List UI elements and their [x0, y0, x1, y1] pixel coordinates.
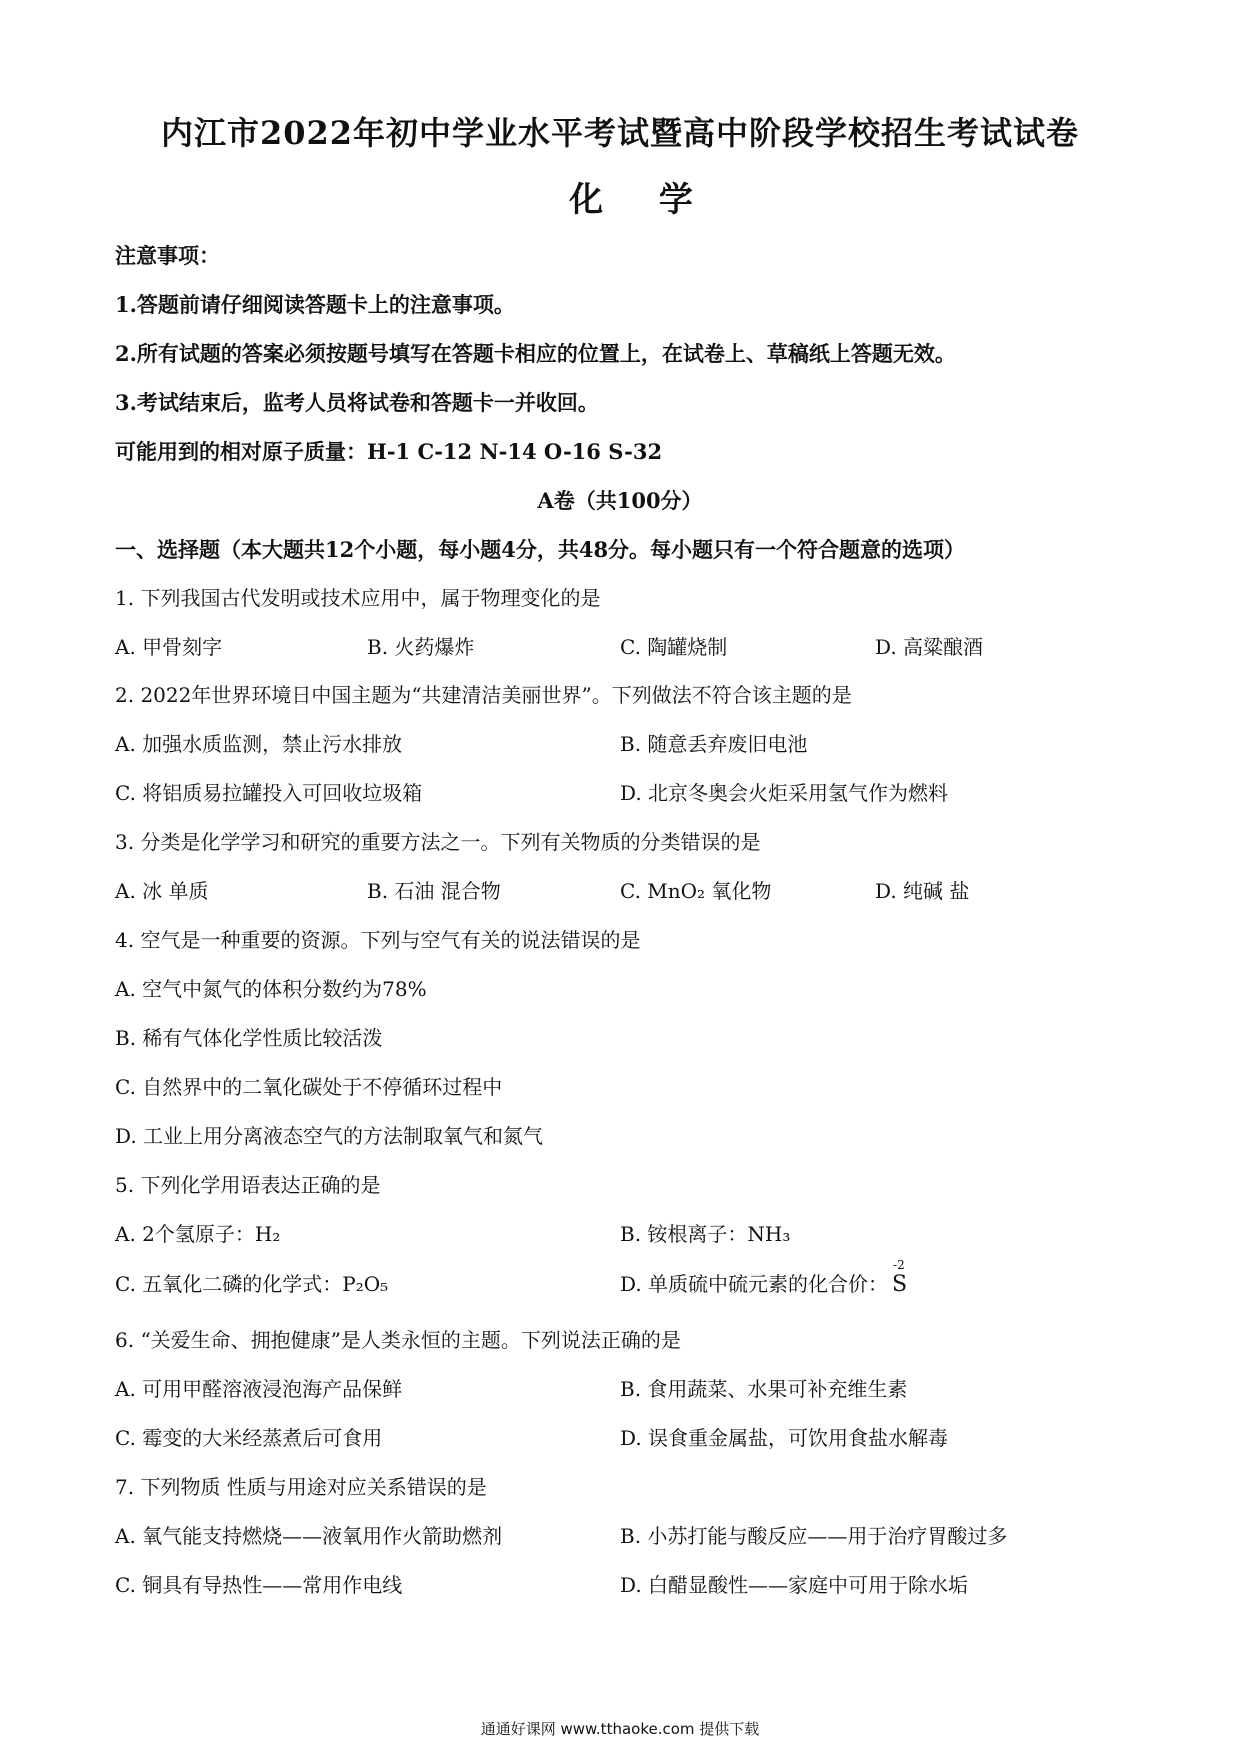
- option: A. 加强水质监测，禁止污水排放: [115, 732, 403, 756]
- option-with-valence: [620, 1258, 908, 1297]
- option: B. 随意丢弃废旧电池: [620, 732, 808, 756]
- option: B. 火药爆炸: [367, 635, 475, 659]
- option: C. 五氧化二磷的化学式：P₂O₅: [115, 1272, 389, 1296]
- question-stem: 4. 空气是一种重要的资源。下列与空气有关的说法错误的是: [115, 928, 641, 952]
- option: B. 小苏打能与酸反应——用于治疗胃酸过多: [620, 1524, 1008, 1548]
- option: C. MnO₂ 氧化物: [620, 879, 772, 903]
- question-stem: 3. 分类是化学学习和研究的重要方法之一。下列有关物质的分类错误的是: [115, 830, 761, 854]
- option: B. 石油 混合物: [367, 879, 501, 903]
- section-heading: 一、选择题（本大题共12个小题，每小题4分，共48分。每小题只有一个符合题意的选项）: [115, 537, 966, 562]
- option: A. 氧气能支持燃烧——液氧用作火箭助燃剂: [115, 1524, 503, 1548]
- option: D. 纯碱 盐: [875, 879, 970, 903]
- atomic-mass-line: 可能用到的相对原子质量：H-1 C-12 N-14 O-16 S-32: [115, 439, 663, 464]
- option: C. 自然界中的二氧化碳处于不停循环过程中: [115, 1075, 503, 1099]
- question-stem: 6. “关爱生命、拥抱健康”是人类永恒的主题。下列说法正确的是: [115, 1328, 681, 1352]
- valence-value: -2: [893, 1258, 905, 1272]
- question-stem: 2. 2022年世界环境日中国主题为“共建清洁美丽世界”。下列做法不符合该主题的是: [115, 683, 852, 707]
- option: C. 霉变的大米经蒸煮后可食用: [115, 1426, 383, 1450]
- page-footer: 通通好课网 www.tthaoke.com 提供下载: [480, 1720, 760, 1738]
- option: B. 食用蔬菜、水果可补充维生素: [620, 1377, 908, 1401]
- option-text: D. 单质硫中硫元素的化合价：: [620, 1272, 889, 1296]
- note-item: 2.所有试题的答案必须按题号填写在答题卡相应的位置上，在试卷上、草稿纸上答题无效。: [115, 341, 956, 366]
- valence-notation: [892, 1258, 908, 1297]
- subject-title: 化 学: [569, 180, 715, 220]
- option: A. 空气中氮气的体积分数约为78%: [115, 977, 427, 1001]
- option: A. 甲骨刻字: [115, 635, 223, 659]
- option: C. 将铝质易拉罐投入可回收垃圾箱: [115, 781, 423, 805]
- option: D. 高粱酿酒: [875, 635, 984, 659]
- exam-title: 内江市2022年初中学业水平考试暨高中阶段学校招生考试试卷: [160, 114, 1080, 152]
- note-item: 3.考试结束后，监考人员将试卷和答题卡一并收回。: [115, 390, 599, 415]
- option: D. 北京冬奥会火炬采用氢气作为燃料: [620, 781, 949, 805]
- option: D. 误食重金属盐，可饮用食盐水解毒: [620, 1426, 949, 1450]
- question-stem: 1. 下列我国古代发明或技术应用中，属于物理变化的是: [115, 586, 601, 610]
- option: B. 铵根离子：NH₃: [620, 1222, 791, 1246]
- question-stem: 7. 下列物质 性质与用途对应关系错误的是: [115, 1475, 487, 1499]
- option: D. 白醋显酸性——家庭中可用于除水垢: [620, 1573, 969, 1597]
- notes-heading: 注意事项：: [115, 243, 220, 268]
- option: A. 2个氢原子：H₂: [115, 1222, 281, 1246]
- option: C. 陶罐烧制: [620, 635, 728, 659]
- question-stem: 5. 下列化学用语表达正确的是: [115, 1173, 381, 1197]
- option: D. 工业上用分离液态空气的方法制取氧气和氮气: [115, 1124, 544, 1148]
- option: A. 可用甲醛溶液浸泡海产品保鲜: [115, 1377, 403, 1401]
- option: A. 冰 单质: [115, 879, 209, 903]
- option: B. 稀有气体化学性质比较活泼: [115, 1026, 383, 1050]
- valence-symbol: S: [892, 1272, 908, 1297]
- note-item: 1.答题前请仔细阅读答题卡上的注意事项。: [115, 292, 515, 317]
- volume-heading: A卷（共100分）: [537, 488, 703, 513]
- option: C. 铜具有导热性——常用作电线: [115, 1573, 403, 1597]
